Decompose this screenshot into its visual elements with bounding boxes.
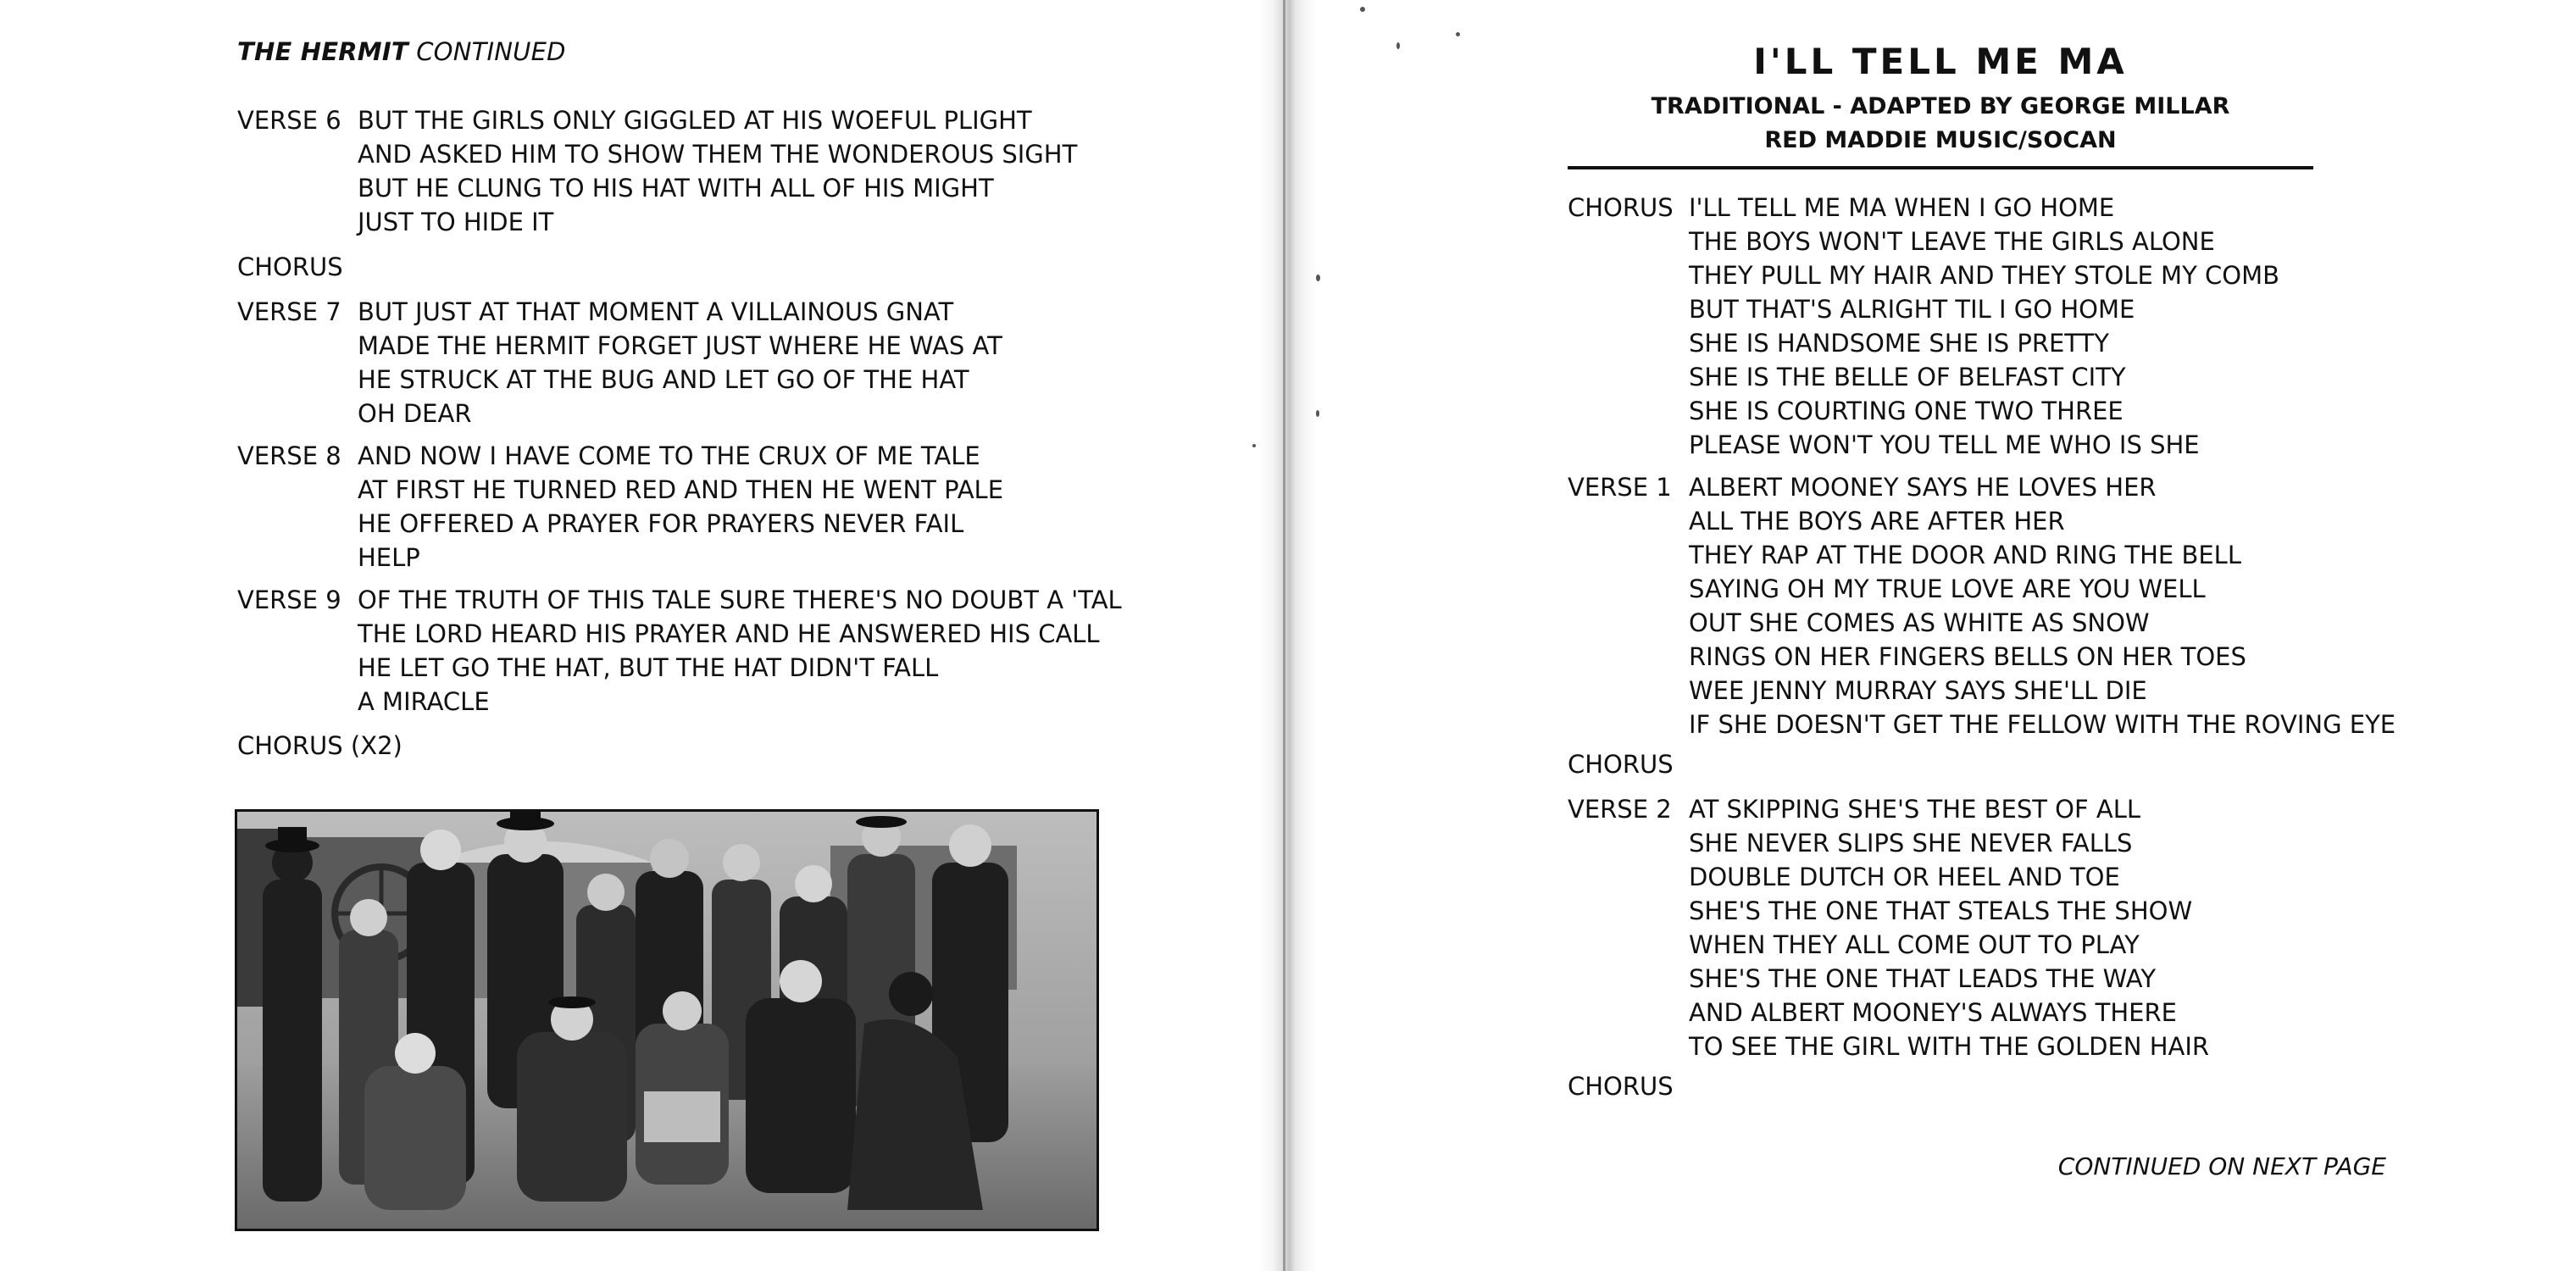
lyric-line: SHE'S THE ONE THAT STEALS THE SHOW — [1689, 896, 2193, 925]
stanza-lines — [1689, 470, 2396, 741]
lyric-line: SHE IS THE BELLE OF BELFAST CITY — [1689, 363, 2126, 391]
continued-note: CONTINUED ON NEXT PAGE — [2057, 1152, 2386, 1180]
right-page — [1288, 0, 2576, 1271]
stanza-label: VERSE 7 — [237, 297, 341, 326]
lyric-line: A MIRACLE — [358, 687, 490, 716]
lyric-line: ALL THE BOYS ARE AFTER HER — [1689, 507, 2065, 536]
stanza-label: VERSE 8 — [237, 441, 341, 470]
lyric-line: HE OFFERED A PRAYER FOR PRAYERS NEVER FAIL — [358, 509, 964, 538]
group-photo-illustration — [237, 812, 1096, 1229]
stanza-label: CHORUS — [1568, 193, 1674, 222]
lyric-line: SHE'S THE ONE THAT LEADS THE WAY — [1689, 964, 2157, 993]
stanza-lines — [1689, 191, 2279, 462]
lyric-line: SAYING OH MY TRUE LOVE ARE YOU WELL — [1689, 574, 2206, 603]
lyric-line: SHE IS HANDSOME SHE IS PRETTY — [1689, 329, 2109, 358]
lyric-line: OF THE TRUTH OF THIS TALE SURE THERE'S NO DOUBT A 'TAL — [358, 586, 1122, 614]
lyric-line: SHE IS COURTING ONE TWO THREE — [1689, 397, 2124, 425]
lyric-line: WEE JENNY MURRAY SAYS SHE'LL DIE — [1689, 676, 2147, 705]
stanza-label: VERSE 2 — [1568, 795, 1672, 824]
running-head-title: THE HERMIT — [237, 37, 408, 66]
lyric-line: BUT JUST AT THAT MOMENT A VILLAINOUS GNAT — [358, 297, 954, 326]
lyric-line: AT SKIPPING SHE'S THE BEST OF ALL — [1689, 795, 2141, 824]
stanza-label: CHORUS — [1568, 750, 1674, 779]
lyric-line: AND NOW I HAVE COME TO THE CRUX OF ME TALE — [358, 441, 980, 470]
lyric-line: HE LET GO THE HAT, BUT THE HAT DIDN'T FALL — [358, 653, 939, 682]
running-head-suffix: CONTINUED — [416, 37, 566, 66]
stanza-label: VERSE 1 — [1568, 473, 1672, 502]
lyric-line: HELP — [358, 543, 420, 572]
title-divider — [1568, 166, 2313, 169]
stanza-label: CHORUS — [237, 253, 343, 281]
lyric-line: OUT SHE COMES AS WHITE AS SNOW — [1689, 608, 2150, 637]
lyric-line: MADE THE HERMIT FORGET JUST WHERE HE WAS AT — [358, 331, 1002, 360]
lyric-line: RINGS ON HER FINGERS BELLS ON HER TOES — [1689, 642, 2246, 671]
song-credit-publisher: RED MADDIE MUSIC/SOCAN — [1764, 127, 2117, 153]
song-title: I'LL TELL ME MA — [1753, 41, 2128, 82]
lyric-line: BUT HE CLUNG TO HIS HAT WITH ALL OF HIS MIGHT — [358, 174, 994, 203]
lyric-line: HE STRUCK AT THE BUG AND LET GO OF THE HAT — [358, 365, 969, 394]
stanza-lines — [358, 583, 1122, 719]
lyric-line: THE LORD HEARD HIS PRAYER AND HE ANSWERED HIS CALL — [358, 619, 1100, 648]
stanza-label: CHORUS — [1568, 1072, 1674, 1101]
stanza-label: VERSE 9 — [237, 586, 341, 614]
stanza-lines — [358, 103, 1077, 239]
lyric-line: AT FIRST HE TURNED RED AND THEN HE WENT PALE — [358, 475, 1004, 504]
stanza-label: CHORUS (X2) — [237, 731, 402, 760]
lyric-line: SHE NEVER SLIPS SHE NEVER FALLS — [1689, 829, 2133, 858]
lyric-line: IF SHE DOESN'T GET THE FELLOW WITH THE ROVING EYE — [1689, 710, 2396, 739]
lyric-line: AND ALBERT MOONEY'S ALWAYS THERE — [1689, 998, 2177, 1027]
lyric-line: JUST TO HIDE IT — [358, 208, 554, 236]
stanza-label: VERSE 6 — [237, 106, 341, 135]
running-head — [237, 37, 566, 66]
lyric-line: ALBERT MOONEY SAYS HE LOVES HER — [1689, 473, 2157, 502]
lyric-line: WHEN THEY ALL COME OUT TO PLAY — [1689, 930, 2140, 959]
stanza-lines — [358, 439, 1003, 574]
lyric-line: THE BOYS WON'T LEAVE THE GIRLS ALONE — [1689, 227, 2215, 256]
band-group-photo — [235, 809, 1099, 1231]
lyric-line: DOUBLE DUTCH OR HEEL AND TOE — [1689, 863, 2120, 891]
lyric-line: TO SEE THE GIRL WITH THE GOLDEN HAIR — [1689, 1032, 2210, 1061]
lyric-line: THEY PULL MY HAIR AND THEY STOLE MY COMB — [1689, 261, 2279, 290]
lyric-line: OH DEAR — [358, 399, 472, 428]
lyric-line: PLEASE WON'T YOU TELL ME WHO IS SHE — [1689, 430, 2200, 459]
stanza-lines — [358, 295, 1002, 430]
lyric-line: AND ASKED HIM TO SHOW THEM THE WONDEROUS SIGHT — [358, 140, 1078, 169]
lyric-line: BUT THAT'S ALRIGHT TIL I GO HOME — [1689, 295, 2135, 324]
lyric-line: BUT THE GIRLS ONLY GIGGLED AT HIS WOEFUL PLIGHT — [358, 106, 1032, 135]
lyric-line: I'LL TELL ME MA WHEN I GO HOME — [1689, 193, 2115, 222]
lyric-line: THEY RAP AT THE DOOR AND RING THE BELL — [1689, 541, 2241, 569]
stanza-lines — [1689, 792, 2209, 1063]
song-credit-composer: TRADITIONAL - ADAPTED BY GEORGE MILLAR — [1651, 93, 2230, 119]
